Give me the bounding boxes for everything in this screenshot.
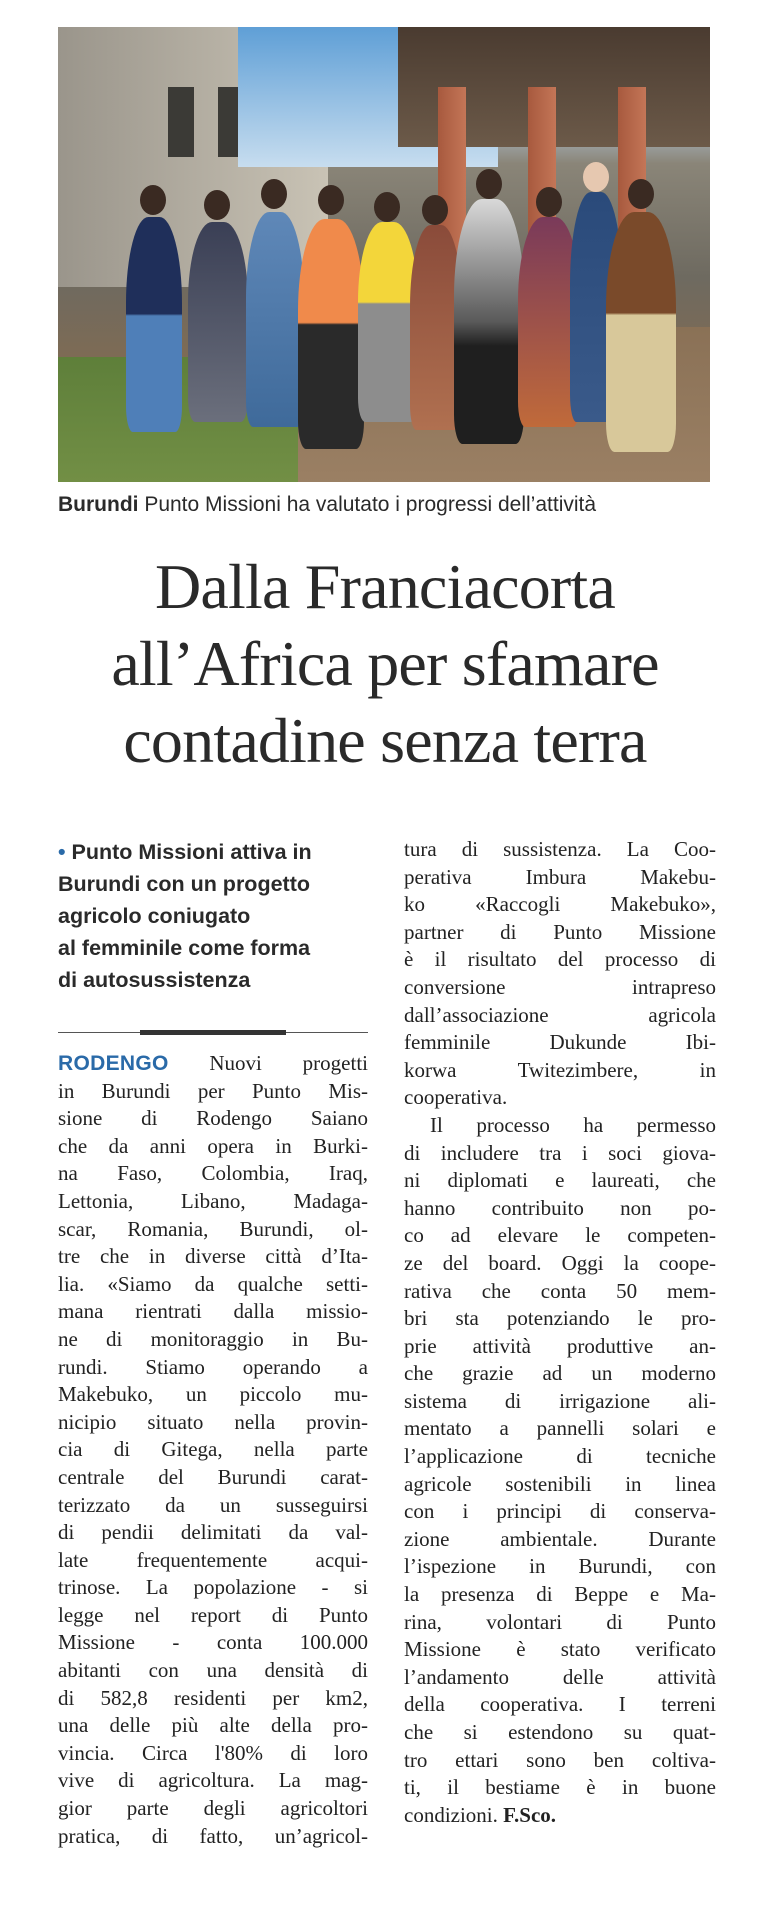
person [454,199,524,444]
headline [40,548,730,779]
person-head [204,190,230,220]
body-line: l’ispezione in Burundi, con [404,1554,716,1579]
person [188,222,248,422]
person-head [536,187,562,217]
column-left [58,836,368,1850]
body-line: di includere tra i soci giova- [404,1140,716,1165]
headline-line: contadine senza terra [123,705,647,776]
column-right [404,836,716,1829]
body-line: della cooperativa. I terreni [404,1692,716,1717]
person [606,212,676,452]
body-line: femminile Dukunde Ibi- [404,1030,716,1055]
body-line: abitanti con una densità di [58,1658,368,1683]
body-line: terizzato da un susseguirsi [58,1492,368,1517]
body-line: lia. «Siamo da qualche setti- [58,1271,368,1296]
body-line: pratica, di fatto, un’agricol- [58,1823,368,1848]
divider-accent [140,1030,286,1035]
body-line: legge nel report di Punto [58,1602,368,1627]
body-line: che grazie ad un moderno [404,1361,716,1386]
person [126,217,182,432]
body-line: ne di monitoraggio in Bu- [58,1326,368,1351]
body-line: conversione intrapreso [404,974,716,999]
body-line: è il risultato del processo di [404,947,716,972]
body-line [58,1050,368,1078]
caption-place: Burundi [58,493,139,516]
body-line: late frequentemente acqui- [58,1547,368,1572]
body-line: Missione è stato verificato [404,1637,716,1662]
body-line: dall’associazione agricola [404,1002,716,1027]
summary-line: di autosussistenza [58,968,251,992]
summary-line: agricolo coniugato [58,904,251,928]
body-line: partner di Punto Missione [404,919,716,944]
body-line: rativa che conta 50 mem- [404,1278,716,1303]
body-line: con i principi di conserva- [404,1499,716,1524]
body-line: Lettonia, Libano, Madaga- [58,1188,368,1213]
body-line: gior parte degli agricoltori [58,1796,368,1821]
body-text: condizioni. [404,1802,504,1827]
body-line: che si estendono su quat- [404,1720,716,1744]
person-head [628,179,654,209]
body-line: di 582,8 residenti per km2, [58,1685,368,1710]
body-line: tre che in diverse città d’Ita- [58,1244,368,1269]
body-line: cia di Gitega, nella parte [58,1437,368,1462]
body-line: scar, Romania, Burundi, ol- [58,1216,368,1241]
section-divider [58,1032,368,1036]
body-line: ti, il bestiame è in buone [404,1775,716,1800]
body-line: una delle più alte della pro- [58,1713,368,1738]
body-text: Nuovi progetti [168,1051,368,1075]
body-line: perativa Imbura Makebu- [404,864,716,889]
article-body-right [404,836,716,1112]
body-line: sistema di irrigazione ali- [404,1388,716,1413]
summary-line: Burundi con un progetto [58,872,310,896]
body-line: trinose. La popolazione - si [58,1575,368,1600]
body-line: mentato a pannelli solari e [404,1416,716,1441]
body-line: sione di Rodengo Saiano [58,1106,368,1131]
body-line: agricole sostenibili in linea [404,1471,716,1496]
person-head [583,162,609,192]
person [246,212,304,427]
caption-text: Punto Missioni ha valutato i progressi dell’attività [138,493,597,516]
body-line: rundi. Stiamo operando a [58,1354,368,1379]
body-line: nicipio situato nella provin- [58,1409,368,1434]
person [358,222,418,422]
body-line: in Burundi per Punto Mis- [58,1078,368,1103]
body-line: tro ettari sono ben coltiva- [404,1747,716,1772]
person-head [261,179,287,209]
body-line: ze del board. Oggi la coope- [404,1250,716,1275]
body-line: vincia. Circa l'80% di loro [58,1740,368,1765]
body-line: l’andamento delle attività [404,1664,716,1689]
body-line: ko «Raccogli Makebuko», [404,892,716,917]
summary-line: al femminile come forma [58,936,311,960]
person-head [318,185,344,215]
article-body-right [404,1112,716,1829]
body-line: Missione - conta 100.000 [58,1630,368,1655]
body-line: Makebuko, un piccolo mu- [58,1382,368,1407]
body-line: l’applicazione di tecniche [404,1444,716,1469]
body-line: rina, volontari di Punto [404,1609,716,1634]
person [298,219,364,449]
summary-line [58,836,368,868]
body-line [404,1802,716,1830]
body-line: ni diplomati e laureati, che [404,1168,716,1193]
body-line: Il processo ha permesso [430,1112,716,1137]
body-line: di pendii delimitati da val- [58,1520,368,1545]
headline-line: Dalla Franciacorta [154,551,615,622]
body-line: na Faso, Colombia, Iraq, [58,1161,368,1186]
body-line: zione ambientale. Durante [404,1526,716,1551]
body-line: mana rientrati dalla missio- [58,1299,368,1324]
body-line: la presenza di Beppe e Ma- [404,1582,716,1607]
body-line: korwa Twitezimbere, in [404,1057,716,1082]
person-head [422,195,448,225]
body-line: hanno contribuito non po- [404,1195,716,1220]
body-line: tura di sussistenza. La Coo- [404,837,716,861]
body-line: cooperativa. [404,1085,508,1110]
summary [58,836,368,996]
body-line: vive di agricoltura. La mag- [58,1768,368,1793]
dateline: RODENGO [58,1052,169,1075]
person-head [374,192,400,222]
body-line: che da anni opera in Burki- [58,1133,368,1158]
photo-caption [58,493,718,517]
article-body-left [58,1050,368,1850]
person-head [476,169,502,199]
body-line: bri sta potenziando le pro- [404,1306,716,1331]
body-line: centrale del Burundi carat- [58,1464,368,1489]
headline-line: all’Africa per sfamare [111,628,659,699]
article-photo [58,27,710,482]
body-line: co ad elevare le competen- [404,1223,716,1248]
body-line: prie attività produttive an- [404,1333,716,1358]
summary-text: Punto Missioni attiva in [65,840,312,864]
bullet-icon: • [58,840,66,864]
author-signature: F.Sco. [503,1802,557,1827]
person-head [140,185,166,215]
window [168,87,194,157]
